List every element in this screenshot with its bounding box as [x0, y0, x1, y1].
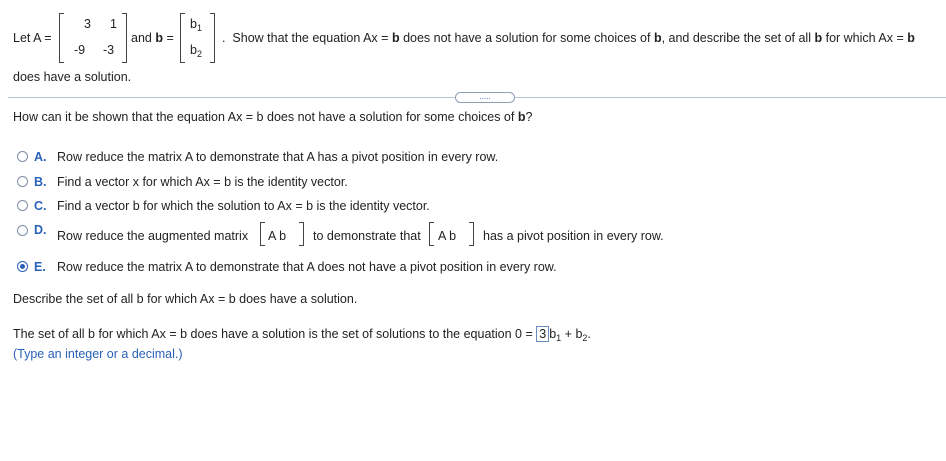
matrix-a-cell: 1: [110, 17, 117, 31]
problem-continuation: does have a solution.: [13, 70, 132, 84]
option-c-text[interactable]: Find a vector b for which the solution to Ax = b is the identity vector.: [57, 199, 430, 213]
option-b-letter: B.: [34, 175, 47, 189]
input-hint: (Type an integer or a decimal.): [13, 347, 183, 361]
vector-b-entry: $b_2$: [190, 43, 202, 59]
and-b-label: and b =: [131, 31, 174, 45]
question-2: Describe the set of all b for which Ax = b does have a solution.: [13, 292, 358, 306]
radio-c[interactable]: [17, 200, 28, 211]
question-1: How can it be shown that the equation Ax = b does not have a solution for some choices of b?: [13, 110, 533, 124]
let-a-label: Let A =: [13, 31, 52, 45]
radio-a[interactable]: [17, 151, 28, 162]
more-button[interactable]: .....: [455, 92, 515, 103]
option-b-text[interactable]: Find a vector x for which Ax = b is the identity vector.: [57, 175, 348, 189]
answer-input[interactable]: 3: [536, 326, 549, 342]
option-c-letter: C.: [34, 199, 47, 213]
option-d-text-mid: to demonstrate that: [313, 229, 421, 243]
option-e-text[interactable]: Row reduce the matrix A to demonstrate that A does not have a pivot position in every row.: [57, 260, 557, 274]
augmented-matrix: A b: [268, 229, 287, 243]
matrix-a-cell: -9: [74, 43, 86, 57]
radio-d[interactable]: [17, 225, 28, 236]
vector-b-entry: $b_1$: [190, 17, 202, 33]
radio-e[interactable]: [17, 261, 28, 272]
radio-b[interactable]: [17, 176, 28, 187]
problem-statement: . Show that the equation Ax = b does not have a solution for some choices of b, and describe the set of all b for which Ax = b: [222, 31, 915, 45]
matrix-a-cell: -3: [103, 43, 115, 57]
augmented-matrix: A b: [438, 229, 457, 243]
option-e-letter: E.: [34, 260, 46, 274]
option-d-letter: D.: [34, 223, 47, 237]
option-a-text[interactable]: Row reduce the matrix A to demonstrate that A has a pivot position in every row.: [57, 150, 499, 164]
matrix-a-cell: 3: [84, 17, 91, 31]
option-d-text[interactable]: Row reduce the augmented matrix: [57, 229, 249, 243]
option-d-text-post: has a pivot position in every row.: [483, 229, 664, 243]
answer-line: The set of all b for which Ax = b does have a solution is the set of solutions to the equation 0 = 3 $b_1 + b_2$.: [13, 327, 591, 343]
option-a-letter: A.: [34, 150, 47, 164]
